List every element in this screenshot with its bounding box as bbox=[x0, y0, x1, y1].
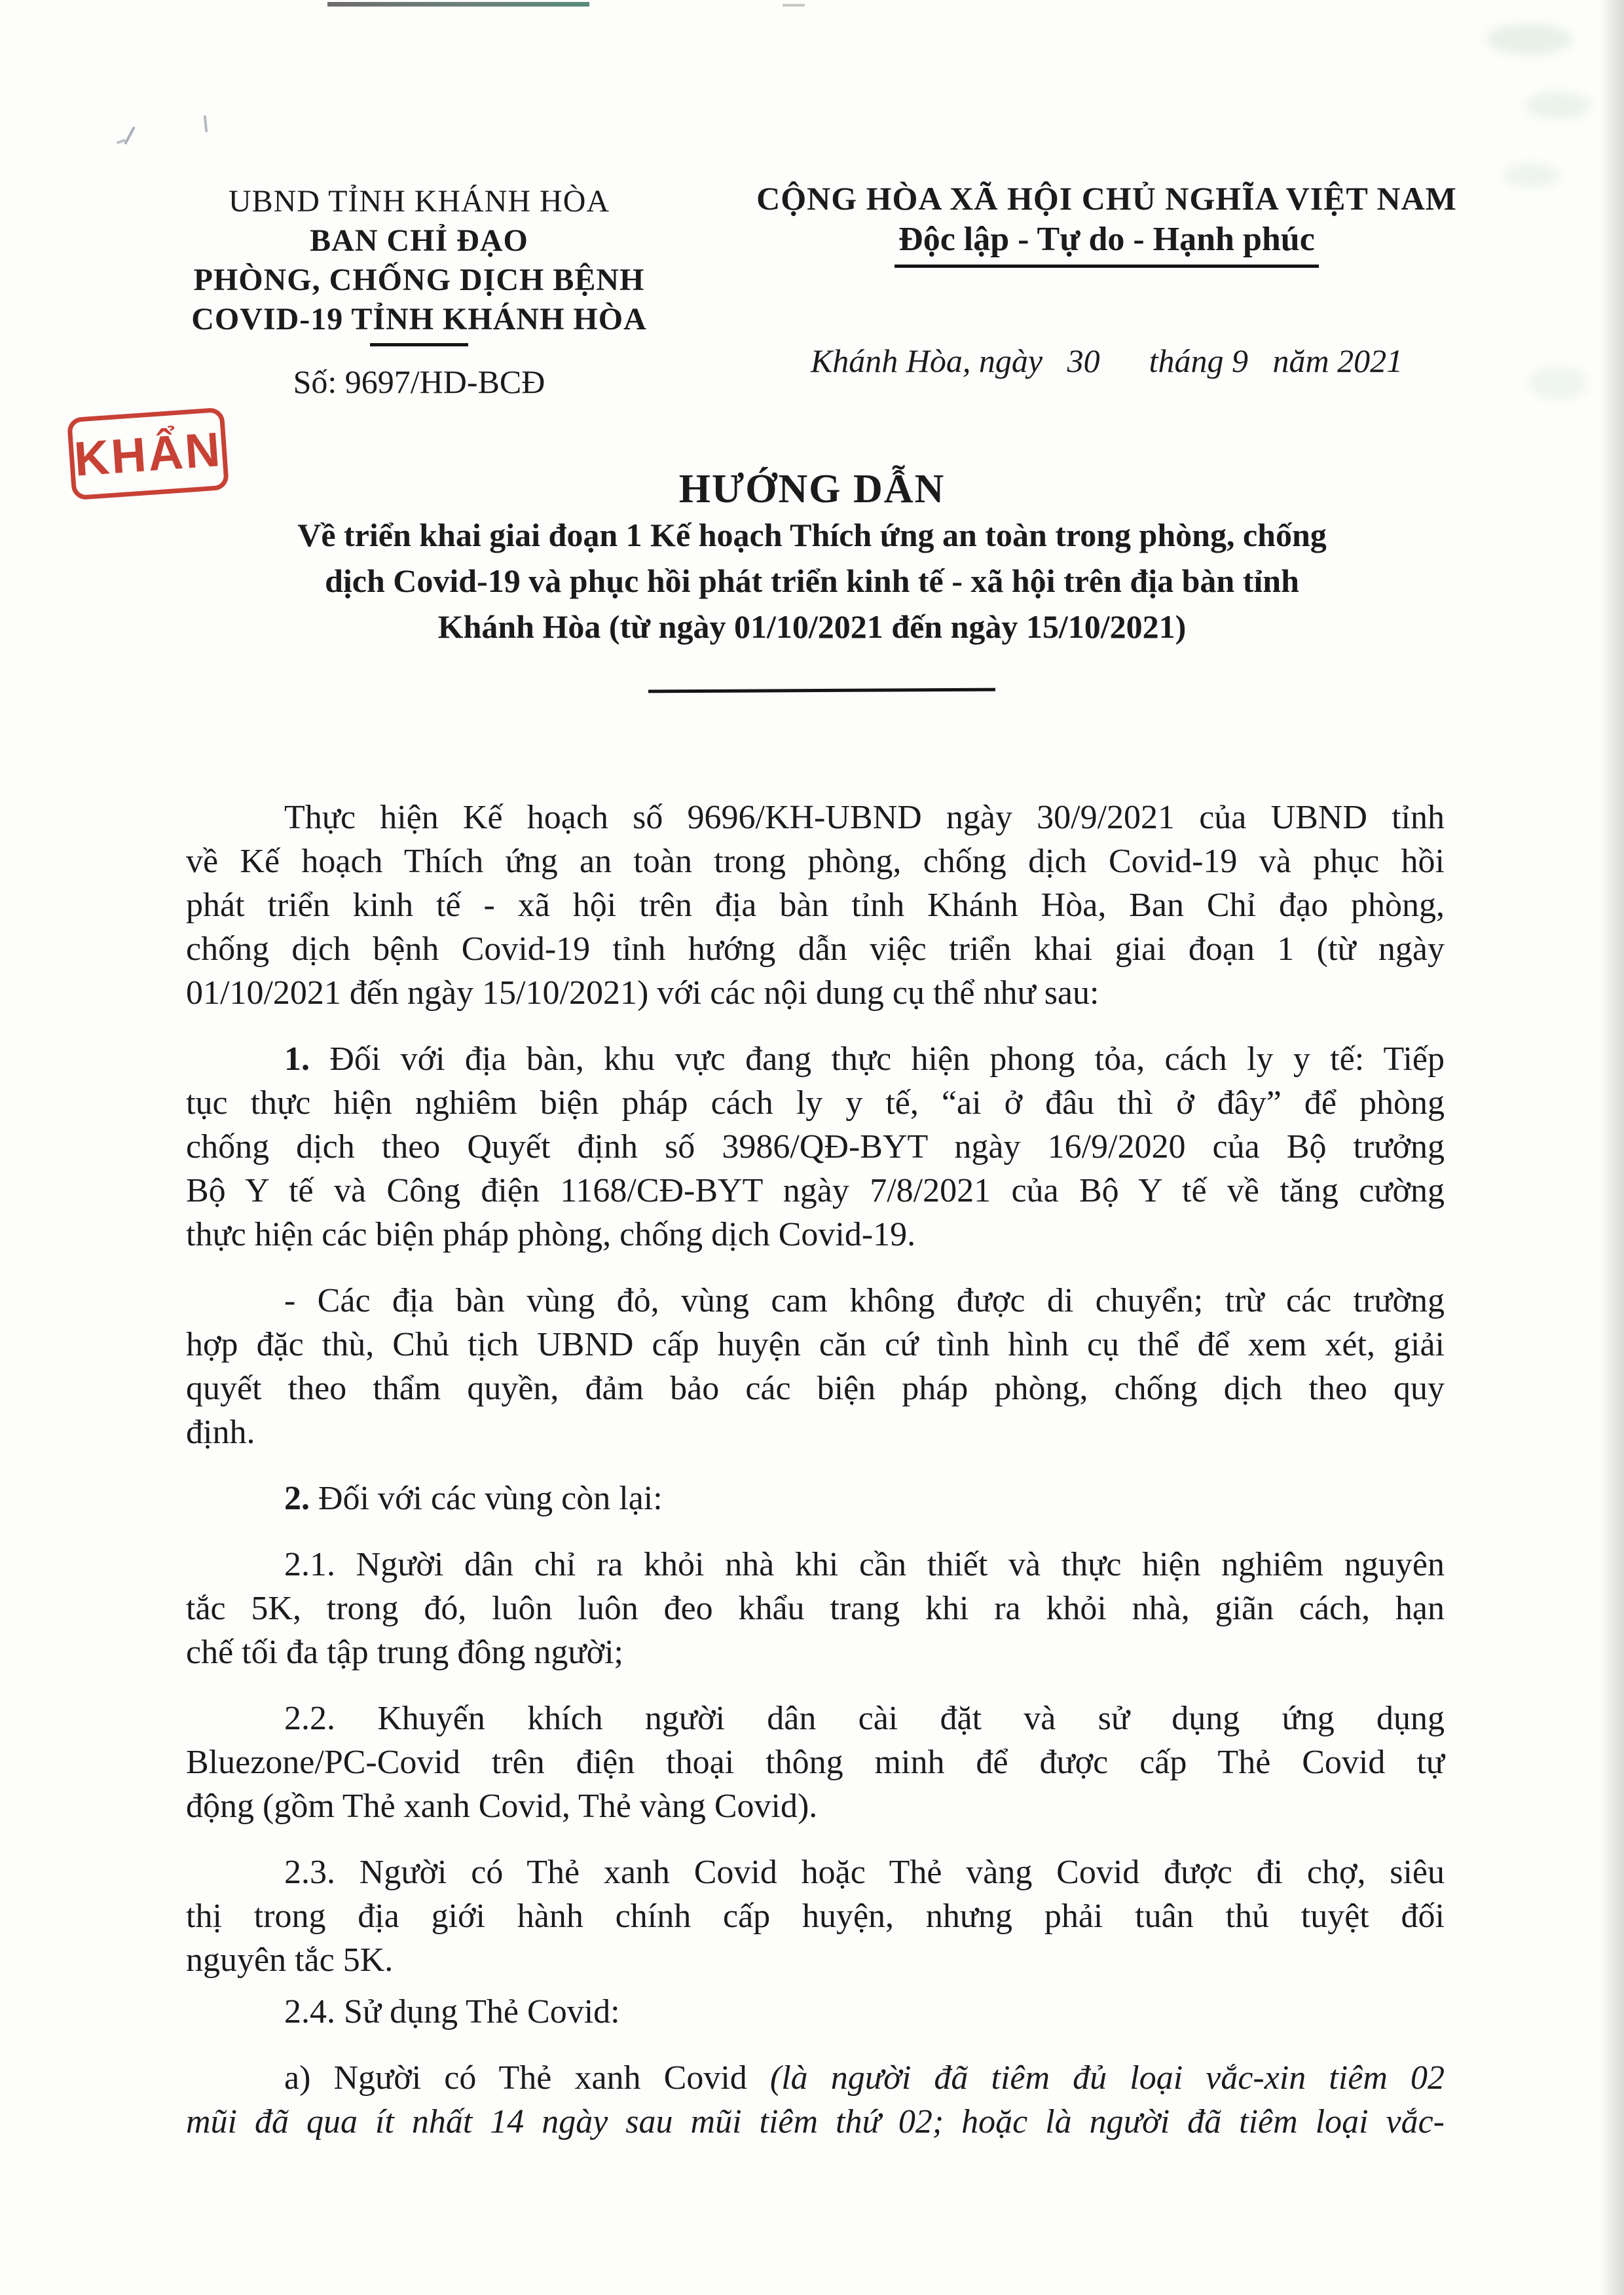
text-run: Bộ Y tế và Công điện 1168/CĐ-BYT ngày 7/8/2021 của Bộ Y tế về tăng cường bbox=[186, 1172, 1445, 1209]
text-run: 1. bbox=[284, 1040, 310, 1078]
body-line bbox=[186, 1784, 1445, 1828]
section-2-4-heading bbox=[186, 1990, 1445, 2034]
body-line bbox=[186, 1630, 1445, 1674]
text-run: 2.4. Sử dụng Thẻ Covid: bbox=[284, 1993, 620, 2030]
text-run: - Các địa bàn vùng đỏ, vùng cam không được di chuyển; trừ các trường bbox=[284, 1282, 1445, 1319]
text-run: thực hiện các biện pháp phòng, chống dịch Covid-19. bbox=[186, 1216, 916, 1253]
body-line bbox=[186, 1169, 1445, 1213]
org-name-line: BAN CHỈ ĐẠO bbox=[310, 223, 528, 258]
text-run: định. bbox=[186, 1414, 255, 1451]
org-name-parent: UBND TỈNH KHÁNH HÒA bbox=[228, 184, 610, 219]
section-2-3 bbox=[186, 1850, 1445, 1982]
body-line bbox=[186, 1477, 1445, 1520]
text-run: tục thực hiện nghiêm biện pháp cách ly y tế, “ai ở đâu thì ở đây” để phòng bbox=[186, 1084, 1445, 1122]
body-line bbox=[186, 1323, 1445, 1367]
scan-artifact-pencil-mark bbox=[124, 126, 136, 145]
text-run: về Kế hoạch Thích ứng an toàn trong phòng, chống dịch Covid-19 và phục hồi bbox=[186, 843, 1445, 880]
national-title: CỘNG HÒA XÃ HỘI CHỦ NGHĨA VIỆT NAM bbox=[756, 180, 1457, 217]
scan-artifact-ghost-ink bbox=[1526, 92, 1591, 119]
text-run: chống dịch bệnh Covid-19 tỉnh hướng dẫn việc triển khai giai đoạn 1 (từ ngày bbox=[186, 930, 1445, 968]
body-line bbox=[186, 796, 1445, 839]
body-line bbox=[186, 1410, 1445, 1454]
text-run: 2. bbox=[284, 1480, 310, 1517]
body-line bbox=[186, 1894, 1445, 1938]
section-2-heading bbox=[186, 1477, 1445, 1520]
body-line bbox=[186, 1850, 1445, 1894]
paragraph-intro bbox=[186, 796, 1445, 1015]
text-run: chống dịch theo Quyết định số 3986/QĐ-BYT ngày 16/9/2020 của Bộ trưởng bbox=[186, 1128, 1445, 1166]
body-line bbox=[186, 927, 1445, 971]
scan-artifact-top-line bbox=[327, 2, 589, 7]
section-2-4-a bbox=[186, 2056, 1445, 2144]
scan-artifact-ghost-ink bbox=[1529, 367, 1588, 399]
org-name-line: PHÒNG, CHỐNG DỊCH BỆNH bbox=[193, 263, 645, 297]
body-line bbox=[186, 1279, 1445, 1323]
doc-title: HƯỚNG DẪN bbox=[678, 467, 946, 511]
section-2-2 bbox=[186, 1697, 1445, 1828]
doc-subtitle-line: Về triển khai giai đoạn 1 Kế hoạch Thích ứng an toàn trong phòng, chống bbox=[297, 517, 1327, 553]
text-run: Đối với địa bàn, khu vực đang thực hiện phong tỏa, cách ly y tế: Tiếp bbox=[310, 1040, 1445, 1078]
body-line bbox=[186, 2056, 1445, 2100]
doc-subtitle-line: dịch Covid-19 và phục hồi phát triển kinh tế - xã hội trên địa bàn tỉnh bbox=[325, 562, 1299, 599]
body-line bbox=[186, 1938, 1445, 1982]
body-line bbox=[186, 1543, 1445, 1587]
body-line bbox=[186, 2100, 1445, 2144]
section-1 bbox=[186, 1037, 1445, 1257]
body-line bbox=[186, 971, 1445, 1015]
text-run: mũi đã qua ít nhất 14 ngày sau mũi tiêm thứ 02; hoặc là người đã tiêm loại vắc- bbox=[186, 2103, 1445, 2140]
text-run: (là người đã tiêm đủ loại vắc-xin tiêm 02 bbox=[769, 2059, 1445, 2097]
urgent-stamp-label: KHẨN bbox=[72, 421, 224, 487]
org-underline bbox=[370, 343, 468, 346]
national-header-block bbox=[707, 178, 1506, 380]
text-run: Thực hiện Kế hoạch số 9696/KH-UBND ngày 30/9/2021 của UBND tỉnh bbox=[284, 799, 1445, 836]
org-name-line: COVID-19 TỈNH KHÁNH HÒA bbox=[191, 302, 647, 337]
text-run: Đối với các vùng còn lại: bbox=[310, 1480, 663, 1517]
scan-artifact-top-dash bbox=[783, 4, 805, 7]
text-run: 2.2. Khuyến khích người dân cài đặt và sử dụng ứng dụng bbox=[284, 1700, 1445, 1737]
issuing-org-block bbox=[111, 182, 727, 401]
body-line bbox=[186, 1587, 1445, 1630]
national-motto: Độc lập - Tự do - Hạnh phúc bbox=[895, 219, 1319, 268]
scan-artifact-pencil-mark bbox=[204, 115, 208, 132]
body-line bbox=[186, 1081, 1445, 1125]
document-body bbox=[186, 796, 1445, 2166]
section-2-1 bbox=[186, 1543, 1445, 1674]
body-line bbox=[186, 1697, 1445, 1740]
text-run: Bluezone/PC-Covid trên điện thoại thông minh để được cấp Thẻ Covid tự bbox=[186, 1744, 1445, 1781]
text-run: chế tối đa tập trung đông người; bbox=[186, 1634, 624, 1671]
text-run: quyết theo thẩm quyền, đảm bảo các biện pháp phòng, chống dịch theo quy bbox=[186, 1370, 1445, 1407]
text-run: 2.1. Người dân chỉ ra khỏi nhà khi cần thiết và thực hiện nghiêm nguyên bbox=[284, 1546, 1445, 1583]
body-line bbox=[186, 1037, 1445, 1081]
place-date-line: Khánh Hòa, ngày 30 tháng 9 năm 2021 bbox=[810, 342, 1403, 379]
doc-subtitle-line: Khánh Hòa (từ ngày 01/10/2021 đến ngày 15/10/2021) bbox=[437, 608, 1187, 645]
section-1-dash bbox=[186, 1279, 1445, 1454]
text-run: 01/10/2021 đến ngày 15/10/2021) với các nội dung cụ thể như sau: bbox=[186, 974, 1099, 1012]
body-line bbox=[186, 1367, 1445, 1410]
scan-artifact-page-edge-shadow bbox=[1599, 0, 1624, 2295]
text-run: thị trong địa giới hành chính cấp huyện, nhưng phải tuân thủ tuyệt đối bbox=[186, 1898, 1445, 1935]
doc-number: Số: 9697/HD-BCĐ bbox=[293, 363, 545, 400]
text-run: hợp đặc thù, Chủ tịch UBND cấp huyện căn cứ tình hình cụ thể để xem xét, giải bbox=[186, 1326, 1445, 1363]
scan-artifact-ghost-ink bbox=[1503, 164, 1559, 187]
body-line bbox=[186, 1125, 1445, 1169]
body-line bbox=[186, 883, 1445, 927]
text-run: động (gồm Thẻ xanh Covid, Thẻ vàng Covid). bbox=[186, 1788, 818, 1825]
title-divider bbox=[648, 688, 995, 693]
text-run: nguyên tắc 5K. bbox=[186, 1941, 394, 1979]
body-line bbox=[186, 1740, 1445, 1784]
scan-artifact-ghost-ink bbox=[1486, 24, 1572, 55]
body-line bbox=[186, 1990, 1445, 2034]
doc-subtitle bbox=[157, 512, 1467, 650]
text-run: a) Người có Thẻ xanh Covid bbox=[284, 2059, 770, 2097]
text-run: tắc 5K, trong đó, luôn luôn đeo khẩu trang khi ra khỏi nhà, giãn cách, hạn bbox=[186, 1590, 1445, 1627]
body-line bbox=[186, 839, 1445, 883]
text-run: 2.3. Người có Thẻ xanh Covid hoặc Thẻ vàng Covid được đi chợ, siêu bbox=[284, 1854, 1445, 1891]
text-run: phát triển kinh tế - xã hội trên địa bàn tỉnh Khánh Hòa, Ban Chỉ đạo phòng, bbox=[186, 887, 1445, 924]
body-line bbox=[186, 1213, 1445, 1257]
